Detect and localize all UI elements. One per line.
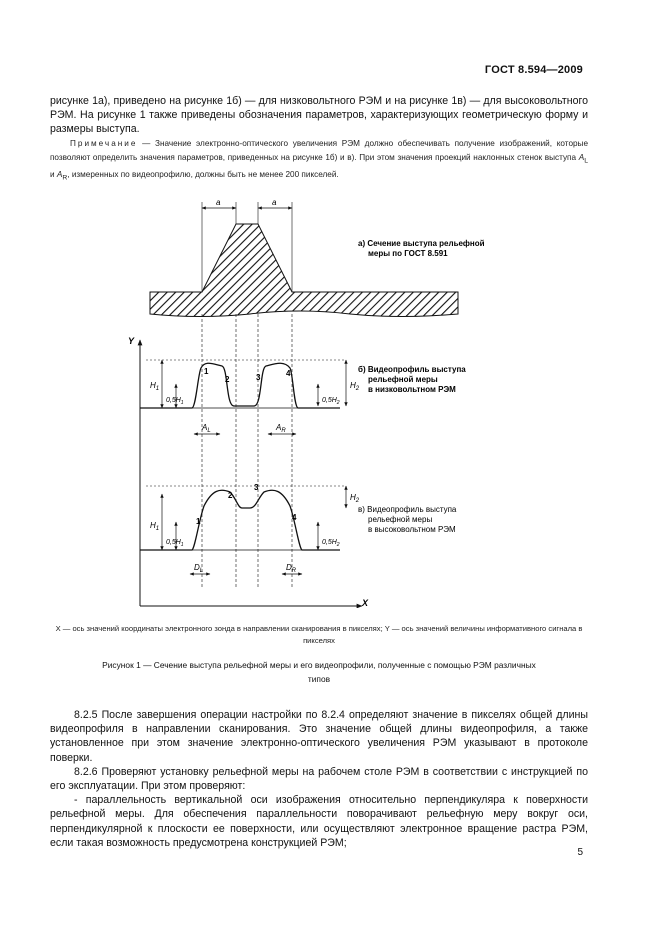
note-sym-al: A — [578, 152, 585, 162]
note-sub-r: R — [62, 174, 68, 182]
paragraph-8-2-6: 8.2.6 Проверяют установку рельефной меры на рабочем столе РЭМ в соответствии с инструкцией по его эксплуатации. При этом проверяют: — [50, 765, 588, 793]
page-number: 5 — [577, 847, 583, 858]
intro-paragraph: рисунке 1а), приведено на рисунке 1б) — для низковольтного РЭМ и на рисунке 1в) — для высоковольтного РЭМ. На рисунке 1 также приведены обозначения параметров, характеризующих геометрическую форму и размеры выступа. — [50, 95, 588, 136]
label-half-h1-b: $0,5H_1$ — [166, 397, 184, 406]
point-4-c: 4 — [292, 513, 297, 522]
label-half-h1-c: $0,5H_1$ — [166, 539, 184, 548]
profile-b — [140, 360, 468, 434]
label-al: $A_L$ — [202, 423, 211, 434]
label-half-h2-b: $0,5H_2$ — [322, 397, 340, 406]
point-2-c: 2 — [228, 491, 233, 500]
note-sym-ar: A — [56, 169, 63, 179]
figure-legend: X — ось значений координаты электронного зонда в направлении сканирования в пикселях; Y — ось значений величины информативного сигнала в пикселях — [55, 624, 583, 645]
label-c: в) Видеопрофиль выступа рельефной меры в высоковольтном РЭМ — [358, 505, 457, 534]
label-ar: $A_R$ — [276, 423, 286, 434]
figure-caption: Рисунок 1 — Сечение выступа рельефной меры и его видеопрофили, полученные с помощью РЭМ различных типов — [102, 660, 536, 684]
label-h2-b: $H_2$ — [350, 381, 360, 392]
dim-a-right: a — [272, 198, 277, 207]
note-lead: Примечание — [70, 139, 138, 148]
point-4-b: 4 — [286, 369, 291, 378]
point-3-b: 3 — [256, 373, 261, 382]
label-a: а) Сечение выступа рельефной меры по ГОСТ 8.591 — [358, 239, 485, 258]
note-text-before: — Значение электронно-оптического увеличения РЭМ должно обеспечивать получение изображений, которые позволяют определить значения параметров, приведенных на рисунке 1б) и в). При этом значения проекций наклонных стенок выступа — [50, 139, 588, 162]
point-2-b: 2 — [225, 375, 230, 384]
profile-c — [140, 483, 459, 574]
note-paragraph — [50, 137, 588, 185]
axis-y-label: Y — [128, 336, 135, 346]
figure-1 — [50, 188, 588, 608]
note-sub-l: L — [584, 157, 588, 165]
paragraph-8-2-5: 8.2.5 После завершения операции настройки по 8.2.4 определяют значение в пикселях общей длины видеопрофиля в направлении сканирования. Это значение общей длины видеопрофиля, а также установленное при этом значение электронно-оптического увеличения РЭМ указывают в протоколе поверки. — [50, 709, 588, 764]
dim-a-left: a — [216, 198, 221, 207]
label-h1-c: $H_1$ — [150, 521, 160, 532]
body-text — [50, 708, 588, 850]
label-dl: $D_L$ — [194, 563, 204, 574]
point-3-c: 3 — [254, 483, 259, 492]
paragraph-list-item: - параллельность вертикальной оси изображения относительно перпендикуляра к поверхности рельефной меры. Для обеспечения параллельности поворачивают рельефную меру вокруг оси, перпендикулярной к плоскости ее поверхности, или осуществляют электронное вращение растра РЭМ, если такая возможность предусмотрена конструкцией РЭМ; — [50, 794, 588, 849]
label-h1-b: $H_1$ — [150, 381, 160, 392]
label-half-h2-c: $0,5H_2$ — [322, 539, 340, 548]
point-1-b: 1 — [204, 367, 209, 376]
note-and: и — [50, 169, 57, 179]
axis-x-label: X — [362, 598, 369, 608]
point-1-c: 1 — [196, 517, 201, 526]
note-text-after: , измеренных по видеопрофилю, должны быть не менее 200 пикселей. — [67, 169, 339, 179]
label-h2-c: $H_2$ — [350, 493, 360, 504]
substrate-hatch — [150, 224, 458, 317]
section-a — [150, 198, 487, 317]
label-b: б) Видеопрофиль выступа рельефной меры в низковольтном РЭМ — [358, 365, 466, 394]
label-dr: $D_R$ — [286, 563, 297, 574]
standard-header: ГОСТ 8.594—2009 — [484, 64, 583, 76]
